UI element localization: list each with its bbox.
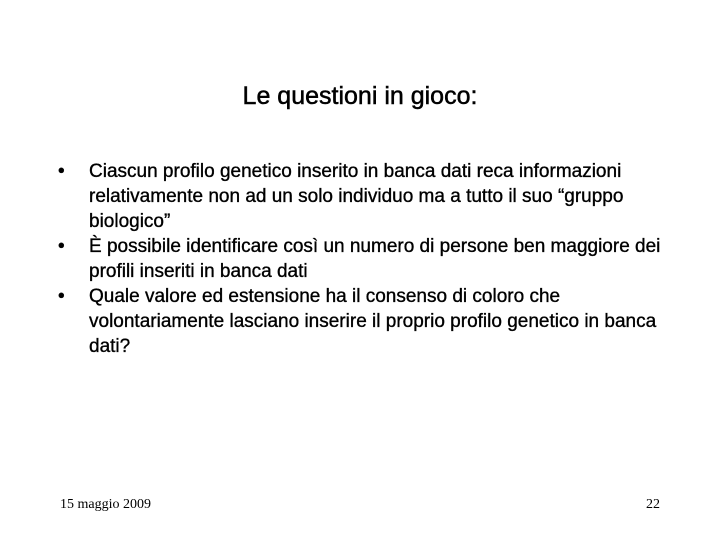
bullet-icon: • (58, 286, 65, 307)
page-number: 22 (646, 497, 660, 512)
footer-date: 15 maggio 2009 (60, 497, 151, 512)
bullet-icon: • (58, 236, 65, 257)
bullet-icon: • (58, 161, 65, 182)
list-item (58, 284, 698, 359)
list-item (58, 234, 698, 284)
slide-title: Le questioni in gioco: (242, 82, 478, 110)
list-item (58, 159, 698, 234)
bullet-text: Quale valore ed estensione ha il consenso di coloro che volontariamente lasciano inserire il proprio profilo genetico in banca dati? (89, 286, 657, 357)
bullet-text: Ciascun profilo genetico inserito in banca dati reca informazioni relativamente non ad un solo individuo ma a tutto il suo “gruppo biologico” (89, 161, 624, 232)
bullet-text: È possibile identificare così un numero di persone ben maggiore dei profili inseriti in banca dati (89, 236, 661, 282)
bullet-list (58, 159, 698, 359)
